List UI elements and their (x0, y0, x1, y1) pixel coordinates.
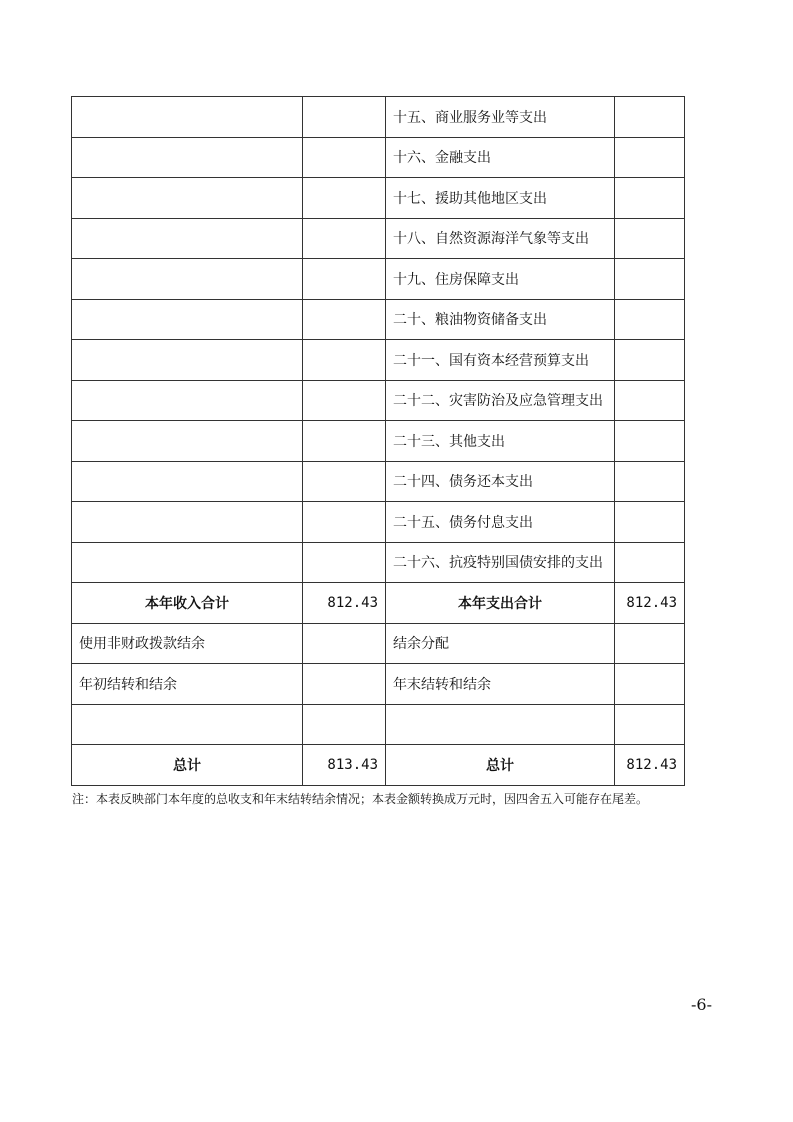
income-amount (303, 178, 386, 219)
expense-total-amount: 812.43 (615, 745, 685, 786)
income-amount (303, 664, 386, 705)
income-item (72, 137, 303, 178)
expense-amount (615, 461, 685, 502)
income-amount (303, 623, 386, 664)
expense-item (386, 704, 615, 745)
table-row (72, 623, 685, 664)
income-item (72, 178, 303, 219)
income-subtotal-label: 本年收入合计 (72, 583, 303, 624)
income-item (72, 502, 303, 543)
income-item (72, 259, 303, 300)
income-item (72, 340, 303, 381)
expense-total-label: 总计 (386, 745, 615, 786)
expense-item: 二十一、国有资本经营预算支出 (386, 340, 615, 381)
income-amount (303, 137, 386, 178)
budget-summary-table (71, 96, 685, 786)
expense-item: 二十六、抗疫特别国债安排的支出 (386, 542, 615, 583)
expense-item: 年末结转和结余 (386, 664, 615, 705)
expense-item: 十六、金融支出 (386, 137, 615, 178)
subtotal-row (72, 583, 685, 624)
expense-amount (615, 664, 685, 705)
expense-amount (615, 97, 685, 138)
income-item (72, 421, 303, 462)
income-item (72, 542, 303, 583)
income-amount (303, 704, 386, 745)
expense-amount (615, 623, 685, 664)
income-item (72, 704, 303, 745)
expense-item: 二十五、债务付息支出 (386, 502, 615, 543)
expense-amount (615, 137, 685, 178)
income-amount (303, 218, 386, 259)
expense-item: 十七、援助其他地区支出 (386, 178, 615, 219)
table-row (72, 340, 685, 381)
expense-item: 二十四、债务还本支出 (386, 461, 615, 502)
expense-item: 十九、住房保障支出 (386, 259, 615, 300)
expense-amount (615, 299, 685, 340)
income-item (72, 97, 303, 138)
table-row (72, 704, 685, 745)
income-subtotal-amount: 812.43 (303, 583, 386, 624)
expense-amount (615, 421, 685, 462)
expense-amount (615, 542, 685, 583)
expense-item: 结余分配 (386, 623, 615, 664)
expense-amount (615, 259, 685, 300)
expense-amount (615, 218, 685, 259)
page-number: -6- (691, 995, 712, 1014)
table-row (72, 664, 685, 705)
table-row (72, 380, 685, 421)
income-item: 年初结转和结余 (72, 664, 303, 705)
expense-item: 十五、商业服务业等支出 (386, 97, 615, 138)
expense-item: 二十二、灾害防治及应急管理支出 (386, 380, 615, 421)
income-amount (303, 299, 386, 340)
expense-item: 二十、粮油物资储备支出 (386, 299, 615, 340)
table-footnote: 注：本表反映部门本年度的总收支和年末结转结余情况；本表金额转换成万元时，因四舍五入可能存在尾差。 (72, 792, 649, 806)
table-row (72, 137, 685, 178)
income-total-label: 总计 (72, 745, 303, 786)
expense-subtotal-label: 本年支出合计 (386, 583, 615, 624)
income-item (72, 218, 303, 259)
income-item: 使用非财政拨款结余 (72, 623, 303, 664)
income-amount (303, 421, 386, 462)
income-total-amount: 813.43 (303, 745, 386, 786)
income-amount (303, 97, 386, 138)
table-row (72, 461, 685, 502)
expense-amount (615, 340, 685, 381)
table-row (72, 259, 685, 300)
income-item (72, 380, 303, 421)
table-row (72, 502, 685, 543)
expense-amount (615, 178, 685, 219)
income-amount (303, 380, 386, 421)
income-amount (303, 259, 386, 300)
expense-subtotal-amount: 812.43 (615, 583, 685, 624)
table-row (72, 218, 685, 259)
expense-item: 二十三、其他支出 (386, 421, 615, 462)
table-row (72, 97, 685, 138)
table-row (72, 421, 685, 462)
table-row (72, 542, 685, 583)
income-item (72, 461, 303, 502)
income-amount (303, 502, 386, 543)
expense-amount (615, 704, 685, 745)
total-row (72, 745, 685, 786)
expense-amount (615, 380, 685, 421)
expense-item: 十八、自然资源海洋气象等支出 (386, 218, 615, 259)
income-item (72, 299, 303, 340)
table-row (72, 299, 685, 340)
table-row (72, 178, 685, 219)
income-amount (303, 340, 386, 381)
income-amount (303, 461, 386, 502)
expense-amount (615, 502, 685, 543)
income-amount (303, 542, 386, 583)
